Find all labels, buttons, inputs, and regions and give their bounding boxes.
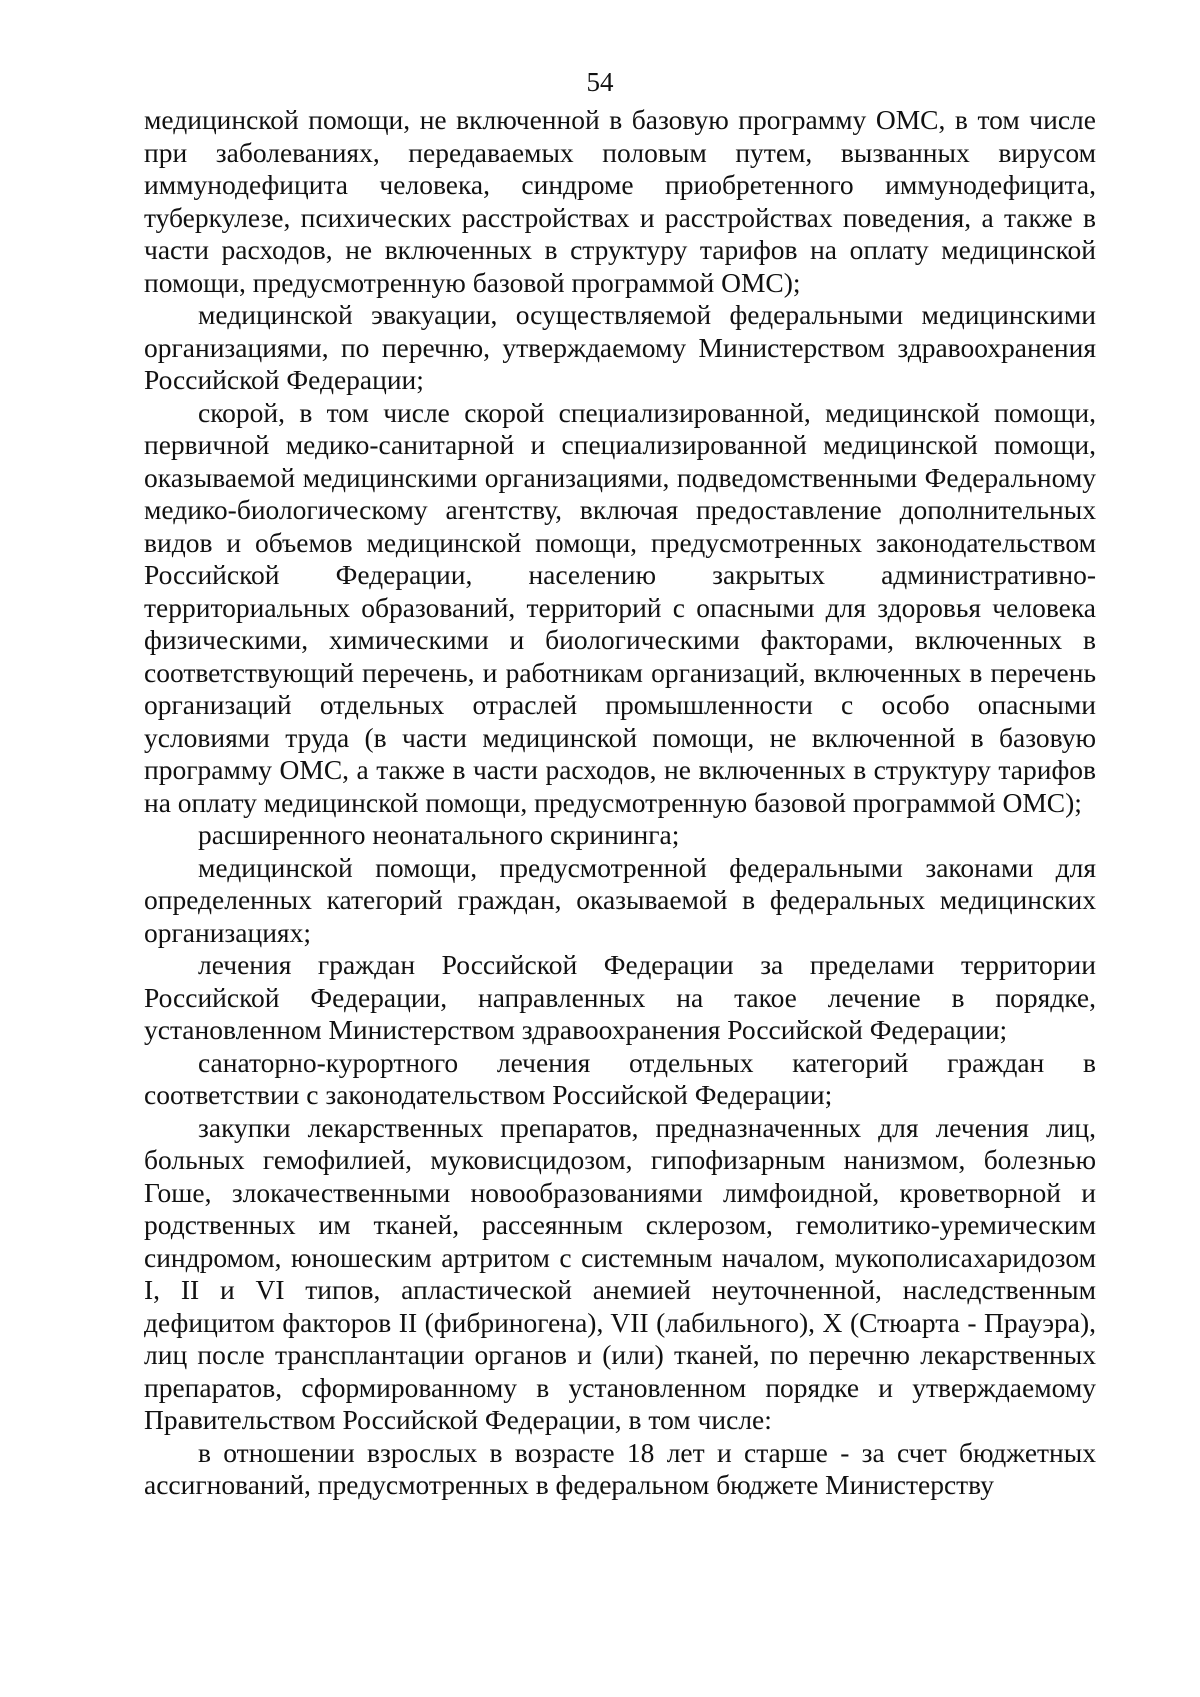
paragraph-drug-procurement: закупки лекарственных препаратов, предназначенных для лечения лиц, больных гемофилией, муковисцидозом, гипофизарным нанизмом, болезнью Гоше, злокачественными новообразованиями лимфоидной, кроветворной и родственных им тканей, рассеянным склерозом, гемолитико-уремическим синдромом, юношеским артритом с системным началом, мукополисахаридозом I, II и VI типов, апластической анемией неуточненной, наследственным дефицитом факторов II (фибриногена), VII (лабильного), X (Стюарта - Прауэра), лиц после трансплантации органов и (или) тканей, по перечню лекарственных препаратов, сформированному в установленном порядке и утверждаемому Правительством Российской Федерации, в том числе:	[144, 1111, 1096, 1435]
paragraph-medical-evacuation: медицинской эвакуации, осуществляемой федеральными медицинскими организациями, по перечню, утверждаемому Министерством здравоохранения Российской Федерации;	[144, 299, 1096, 395]
document-body	[144, 104, 1096, 1502]
paragraph-adults-funding: в отношении взрослых в возрасте 18 лет и старше - за счет бюджетных ассигнований, предусмотренных в федеральном бюджете Министерству	[144, 1436, 1096, 1500]
paragraph-emergency-care: скорой, в том числе скорой специализированной, медицинской помощи, первичной медико-санитарной и специализированной медицинской помощи, оказываемой медицинскими организациями, подведомственными Федеральному медико-биологическому агентству, включая предоставление дополнительных видов и объемов медицинской помощи, предусмотренных законодательством Российской Федерации, населению закрытых административно-территориальных образований, территорий с опасными для здоровья человека физическими, химическими и биологическими факторами, включенных в соответствующий перечень, и работникам организаций, включенных в перечень организаций отдельных отраслей промышленности с особо опасными условиями труда (в части медицинской помощи, не включенной в базовую программу ОМС, а также в части расходов, не включенных в структуру тарифов на оплату медицинской помощи, предусмотренную базовой программой ОМС);	[144, 396, 1096, 818]
paragraph-continuation: медицинской помощи, не включенной в базовую программу ОМС, в том числе при заболеваниях, передаваемых половым путем, вызванных вирусом иммунодефицита человека, синдроме приобретенного иммунодефицита, туберкулезе, психических расстройствах и расстройствах поведения, а также в части расходов, не включенных в структуру тарифов на оплату медицинской помощи, предусмотренную базовой программой ОМС);	[144, 104, 1096, 298]
paragraph-treatment-abroad: лечения граждан Российской Федерации за пределами территории Российской Федерации, направленных на такое лечение в порядке, установленном Министерством здравоохранения Российской Федерации;	[144, 949, 1096, 1045]
paragraph-federal-law-care: медицинской помощи, предусмотренной федеральными законами для определенных категорий граждан, оказываемой в федеральных медицинских организациях;	[144, 851, 1096, 948]
paragraph-sanatorium-treatment: санаторно-курортного лечения отдельных категорий граждан в соответствии с законодательством Российской Федерации;	[144, 1046, 1096, 1110]
paragraph-neonatal-screening: расширенного неонатального скрининга;	[198, 819, 680, 850]
page-number: 54	[586, 67, 614, 97]
